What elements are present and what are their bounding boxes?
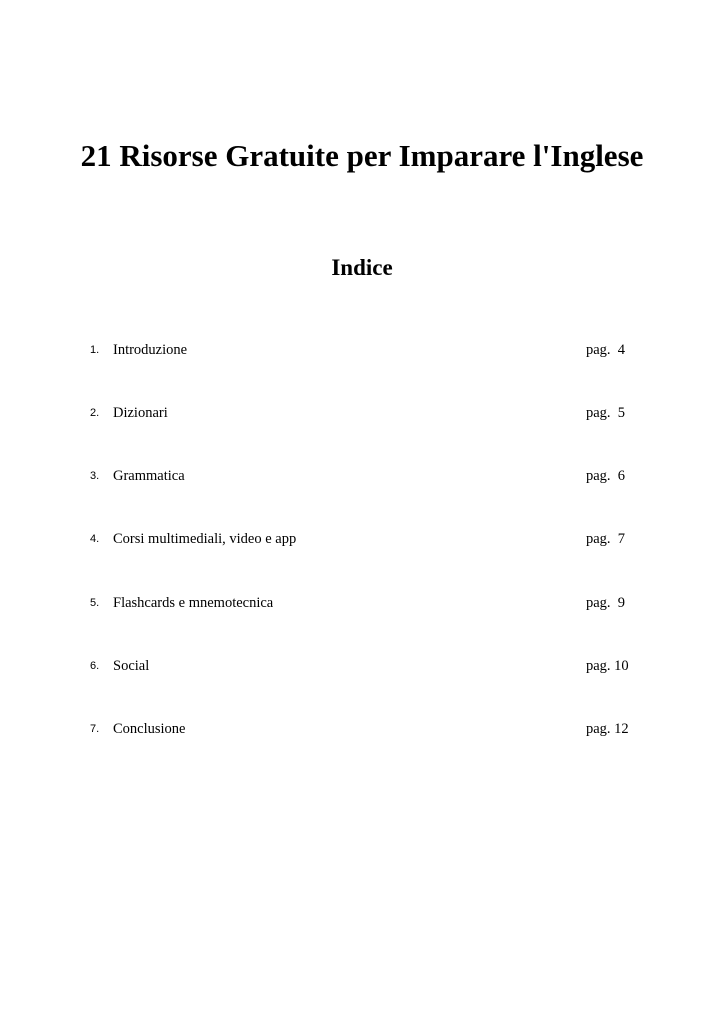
toc-entry-number: 6. [90,660,100,672]
toc-heading: Indice [331,255,393,280]
toc-entry-label: Dizionari [113,405,168,421]
toc-entry-label: Flashcards e mnemotecnica [113,595,274,611]
toc-entry-page: pag. 4 [586,342,626,358]
toc-entry-corsi [0,529,724,549]
toc-entry-number: 3. [90,470,100,482]
document-title: 21 Risorse Gratuite per Imparare l'Inglese [80,138,644,173]
toc-entry-number: 5. [90,597,100,609]
toc-entry-page: pag. 10 [586,658,629,674]
toc-entry-number: 1. [90,344,100,356]
toc-entry-page: pag. 12 [586,721,629,737]
toc-entry-social [0,656,724,676]
toc-entry-label: Introduzione [113,342,188,358]
toc-entry-number: 7. [90,723,100,735]
toc-entry-introduzione [0,340,724,360]
toc-entry-conclusione [0,719,724,739]
toc-entry-page: pag. 7 [586,531,626,547]
toc-entry-page: pag. 6 [586,468,626,484]
toc-entry-grammatica [0,466,724,486]
toc-entry-flashcards [0,593,724,613]
toc-entry-label: Grammatica [113,468,185,484]
toc-entry-label: Conclusione [113,721,186,737]
toc-entry-label: Corsi multimediali, video e app [113,531,297,547]
toc-entry-dizionari [0,403,724,423]
toc-entry-number: 2. [90,407,100,419]
toc-entry-page: pag. 5 [586,405,626,421]
toc-entry-page: pag. 9 [586,595,626,611]
toc-entry-label: Social [113,658,150,674]
toc-entry-number: 4. [90,533,100,545]
